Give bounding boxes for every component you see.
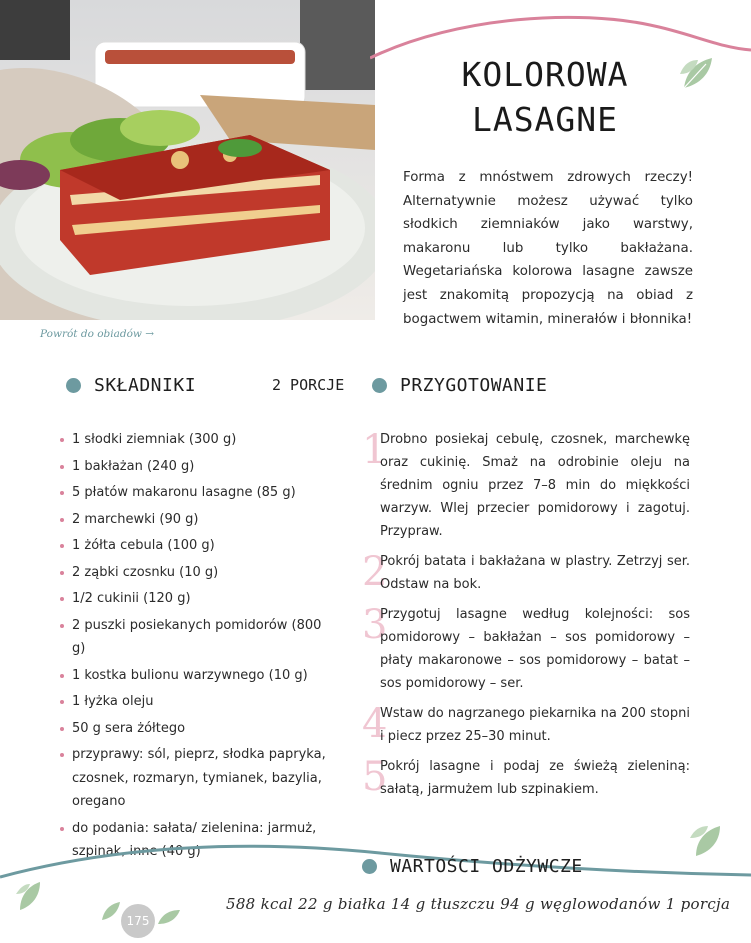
intro-text: Forma z mnóstwem zdrowych rzeczy! Alternatywnie możesz używać tylko słodkich ziemniaków jako warstwy, makaronu lub tylko bakłażana. Wegetariańska kolorowa lasagne zawsze jest znakomitą propozycją na obiad z bogactwem witamin, minerałów i błonnika! — [403, 170, 693, 327]
ingredients-list — [60, 428, 336, 867]
ingredient-item: 1/2 cukinii (120 g) — [60, 587, 336, 611]
preparation-heading-text: PRZYGOTOWANIE — [400, 375, 548, 396]
portions-label: 2 PORCJE — [272, 376, 345, 394]
step-number: 1 — [362, 427, 388, 473]
bullet-dot-icon — [362, 859, 377, 874]
lasagne-photo — [0, 0, 375, 320]
ingredient-item: 1 słodki ziemniak (300 g) — [60, 428, 336, 452]
leaf-icon — [156, 908, 182, 928]
ingredient-item: 1 łyżka oleju — [60, 690, 336, 714]
step-text: Pokrój batata i bakłażana w plastry. Zetrzyj ser. Odstaw na bok. — [380, 554, 690, 592]
step-item — [362, 550, 690, 596]
step-text: Drobno posiekaj cebulę, czosnek, marchewkę oraz cukinię. Smaż na odrobinie oleju na średnim ogniu przez 7–8 min do miękkości warzyw. Wlej przecier pomidorowy i zagotuj. Przypraw. — [380, 432, 690, 539]
step-text: Przygotuj lasagne według kolejności: sos pomidorowy – bakłażan – sos pomidorowy – płaty makaronowe – sos pomidorowy – batat – sos pomidorowy – ser. — [380, 607, 690, 691]
bullet-dot-icon — [66, 378, 81, 393]
step-number: 4 — [362, 701, 388, 747]
preparation-steps — [362, 428, 690, 801]
ingredient-item: 50 g sera żółtego — [60, 717, 336, 741]
ingredient-item: 2 ząbki czosnku (10 g) — [60, 561, 336, 585]
lasagne-illustration — [0, 0, 375, 320]
ingredients-heading — [66, 375, 196, 396]
step-number: 3 — [362, 602, 388, 648]
recipe-title — [380, 52, 710, 142]
leaf-icon — [686, 818, 730, 862]
preparation-heading — [372, 375, 547, 396]
nutrition-heading — [362, 856, 583, 877]
title-line-2: LASAGNE — [471, 100, 619, 139]
bullet-dot-icon — [372, 378, 387, 393]
ingredient-item: 1 kostka bulionu warzywnego (10 g) — [60, 664, 336, 688]
step-item — [362, 755, 690, 801]
step-item — [362, 702, 690, 748]
ingredient-item: przyprawy: sól, pieprz, słodka papryka, czosnek, rozmaryn, tymianek, bazylia, oregano — [60, 743, 336, 814]
step-item — [362, 603, 690, 695]
nutrition-summary: 588 kcal 22 g białka 14 g tłuszczu 94 g węglowodanów 1 porcja — [226, 895, 731, 913]
ingredient-item: 5 płatów makaronu lasagne (85 g) — [60, 481, 336, 505]
leaf-icon — [14, 878, 44, 914]
ingredient-item: 1 bakłażan (240 g) — [60, 455, 336, 479]
nutrition-heading-text: WARTOŚCI ODŻYWCZE — [390, 856, 583, 877]
step-text: Pokrój lasagne i podaj ze świeżą zieleniną: sałatą, jarmużem lub szpinakiem. — [380, 759, 690, 797]
ingredient-item: 2 puszki posiekanych pomidorów (800 g) — [60, 614, 336, 661]
ingredient-item: 2 marchewki (90 g) — [60, 508, 336, 532]
ingredients-heading-text: SKŁADNIKI — [94, 375, 197, 396]
step-item — [362, 428, 690, 543]
step-number: 2 — [362, 549, 388, 595]
ingredient-item: do podania: sałata/ zielenina: jarmuż, szpinak, inne (40 g) — [60, 817, 336, 864]
page-number: 175 — [121, 904, 155, 938]
back-to-dinners-link[interactable]: Powrót do obiadów → — [40, 328, 155, 340]
ingredient-item: 1 żółta cebula (100 g) — [60, 534, 336, 558]
step-text: Wstaw do nagrzanego piekarnika na 200 stopni i piecz przez 25–30 minut. — [380, 706, 690, 744]
title-line-1: KOLOROWA — [461, 55, 629, 94]
step-number: 5 — [362, 754, 388, 800]
